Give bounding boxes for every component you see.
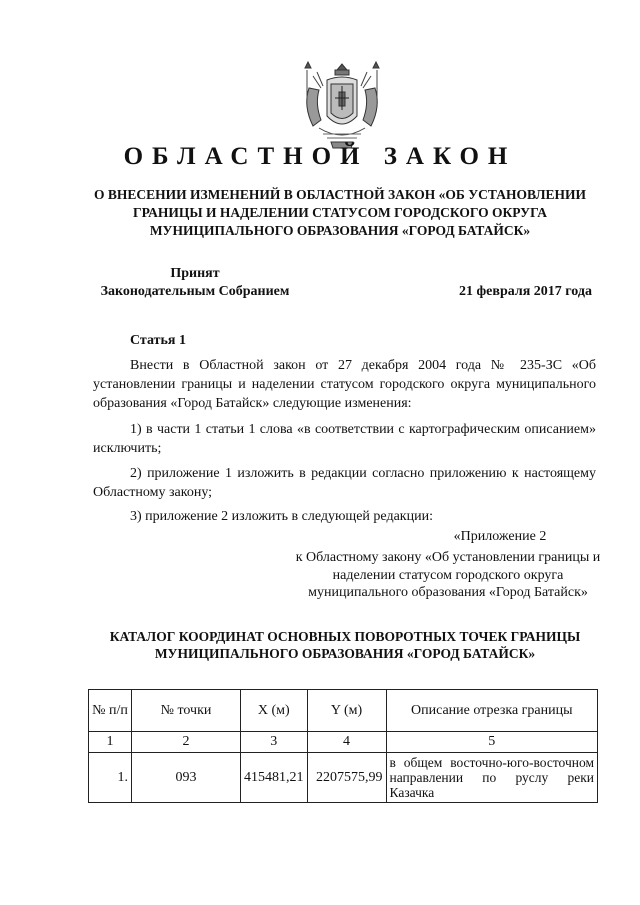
adoption-date: 21 февраля 2017 года	[459, 284, 592, 299]
column-number: 4	[307, 732, 386, 753]
article-paragraph: 1) в части 1 статьи 1 слова «в соответствии с картографическим описанием» исключить;	[93, 422, 596, 456]
article-paragraph: 3) приложение 2 изложить в следующей редакции:	[130, 509, 433, 524]
column-number: 5	[386, 732, 598, 753]
coordinates-table	[88, 689, 598, 803]
header-cell: X (м)	[241, 690, 308, 732]
segment-description: в общем восточно-юго-восточном направлении по руслу реки Казачка	[386, 753, 598, 803]
column-number: 1	[89, 732, 132, 753]
adoption-line2: Законодательным Собранием	[100, 284, 290, 299]
header-cell: Y (м)	[307, 690, 386, 732]
adoption-line1: Принят	[170, 266, 220, 281]
coat-of-arms-emblem	[301, 58, 383, 150]
adoption-block	[90, 265, 300, 301]
header-cell: № точки	[132, 690, 241, 732]
article-paragraph: 2) приложение 1 изложить в редакции согласно приложению к настоящему Областному закону;	[93, 466, 596, 500]
appendix-title: «Приложение 2	[453, 529, 547, 544]
document-title: ОБЛАСТНОЙ ЗАКОН	[123, 143, 517, 170]
table-header-row	[89, 690, 598, 732]
header-cell: Описание отрезка границы	[386, 690, 598, 732]
header-cell: № п/п	[89, 690, 132, 732]
column-number: 3	[241, 732, 308, 753]
column-number: 2	[132, 732, 241, 753]
catalog-title: КАТАЛОГ КООРДИНАТ ОСНОВНЫХ ПОВОРОТНЫХ ТОЧЕК ГРАНИЦЫ МУНИЦИПАЛЬНОГО ОБРАЗОВАНИЯ «ГОРОД БАТАЙСК»	[109, 629, 581, 661]
point-number: 093	[132, 753, 241, 803]
column-number-row	[89, 732, 598, 753]
article-paragraph: Внести в Областной закон от 27 декабря 2004 года № 235-ЗС «Об установлении границы и наделении статусом городского округа муниципального образования «Город Батайск» следующие изменения:	[93, 358, 596, 411]
article-heading: Статья 1	[130, 333, 186, 348]
row-number: 1.	[89, 753, 132, 803]
table-row	[89, 753, 598, 803]
y-coordinate: 2207575,99	[307, 753, 386, 803]
document-subtitle: О ВНЕСЕНИИ ИЗМЕНЕНИЙ В ОБЛАСТНОЙ ЗАКОН «ОБ УСТАНОВЛЕНИИ ГРАНИЦЫ И НАДЕЛЕНИИ СТАТУСОМ ГОРОДСКОГО ОКРУГА МУНИЦИПАЛЬНОГО ОБРАЗОВАНИЯ «ГОРОД БАТАЙСК»	[93, 187, 587, 238]
appendix-reference: к Областному закону «Об установлении границы и наделении статусом городского округа муниципального образования «Город Батайск»	[295, 550, 601, 600]
x-coordinate: 415481,21	[241, 753, 308, 803]
